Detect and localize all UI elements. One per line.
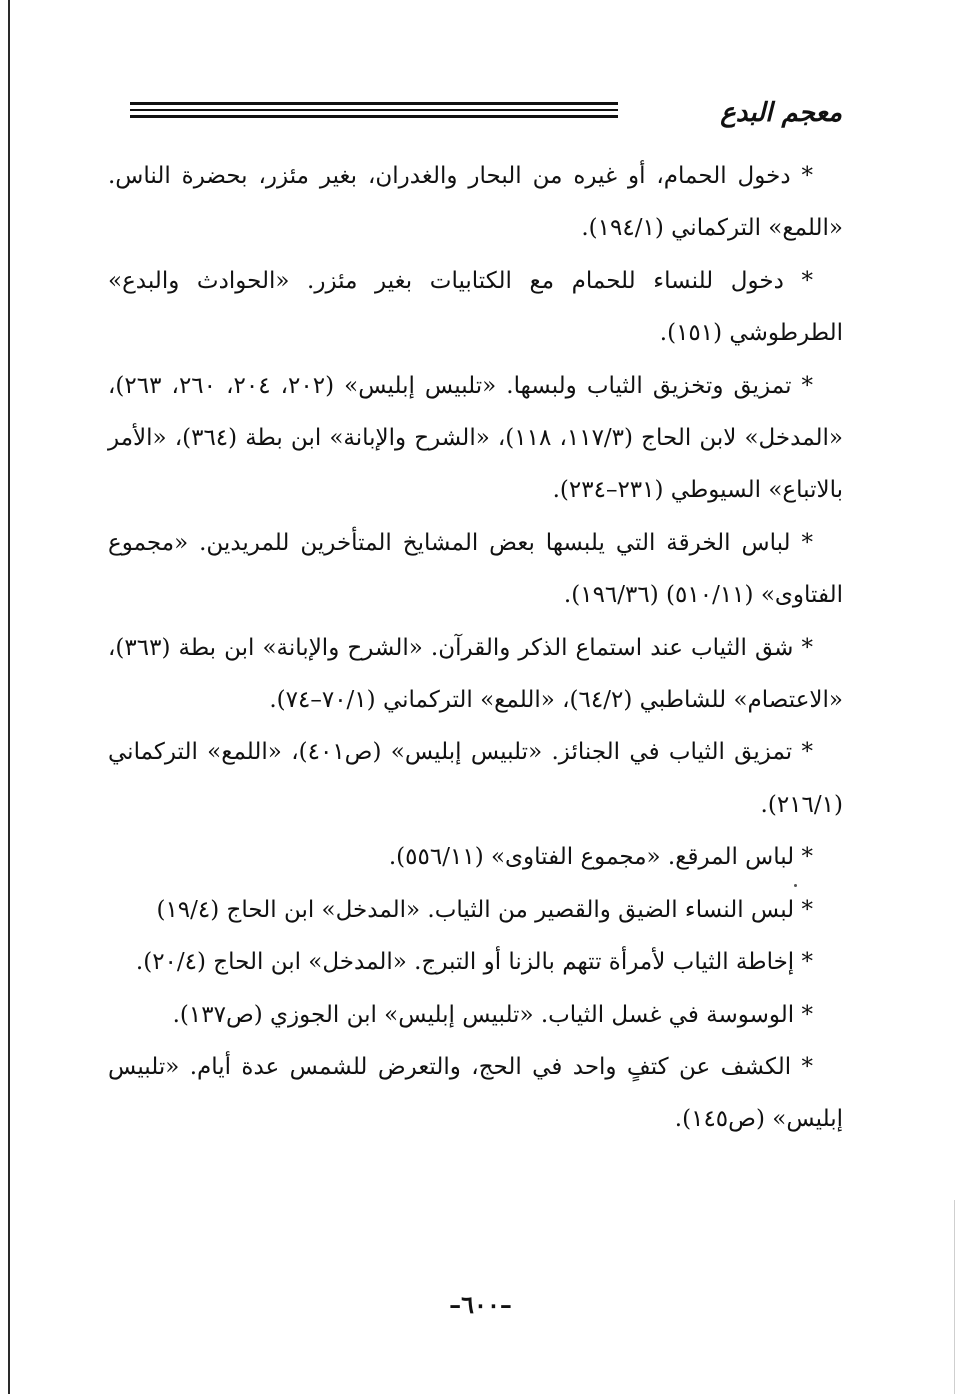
entry-8 <box>108 884 843 936</box>
entry-1 <box>108 150 843 255</box>
entry-text: * الوسوسة في غسل الثياب. «تلبيس إبليس» ابن الجوزي (ص١٣٧). <box>172 1001 813 1028</box>
entry-text: * دخول للنساء للحمام مع الكتابيات بغير مئزر. «الحوادث والبدع» الطرطوشي (١٥١). <box>108 267 843 347</box>
entries-body <box>108 150 843 1146</box>
entry-9 <box>108 936 843 988</box>
page-edge-line <box>8 0 10 1394</box>
entry-text: * تمزيق وتخزيق الثياب ولبسها. «تلبيس إبليس» (٢٠٢، ٢٠٤، ٢٦٠، ٢٦٣)، «المدخل» لابن الحاج (١١٧/٣، ١١٨)، «الشرح والإبانة» ابن بطة (٣٦٤)، «الأمر بالاتباع» السيوطي (٢٣١–٢٣٤). <box>108 372 843 504</box>
header-rule-middle <box>130 109 618 111</box>
header-rule-top <box>130 102 618 105</box>
entry-2 <box>108 255 843 360</box>
entry-text: * لباس المرقع. «مجموع الفتاوى» (٥٥٦/١١). <box>388 844 813 871</box>
ink-speck <box>794 884 797 887</box>
header-title: معجم البدع <box>720 98 842 128</box>
header-rule-bottom <box>130 115 618 118</box>
entry-text: * تمزيق الثياب في الجنائز. «تلبيس إبليس» (ص٤٠١)، «اللمع» التركماني (٢١٦/١). <box>108 739 843 818</box>
entry-4 <box>108 517 843 622</box>
entry-10 <box>108 989 843 1041</box>
page-number: –٦٠٠– <box>449 1290 512 1319</box>
entry-6 <box>108 726 843 831</box>
entry-text: * دخول الحمام، أو غيره من البحار والغدران، بغير مئزر، بحضرة الناس. «اللمع» التركماني (١٩٤/١). <box>108 163 843 242</box>
running-header <box>130 96 842 136</box>
entry-text: * شق الثياب عند استماع الذكر والقرآن. «الشرح والإبانة» ابن بطة (٣٦٣)، «الاعتصام» للشاطبي (٦٤/٢)، «اللمع» التركماني (٧٠/١–٧٤). <box>108 634 843 714</box>
entry-text: * الكشف عن كتفٍ واحد في الحج، والتعرض للشمس عدة أيام. «تلبيس إبليس» (ص١٤٥). <box>108 1053 843 1133</box>
entry-text: * إخاطة الثياب لأمرأة تتهم بالزنا أو التبرج. «المدخل» ابن الحاج (٢٠/٤). <box>135 949 813 976</box>
entry-11 <box>108 1041 843 1146</box>
entry-text: * لباس الخرقة التي يلبسها بعض المشايخ المتأخرين للمريدين. «مجموع الفتاوى» (٥١٠/١١) (١٩٦/٣٦). <box>108 529 843 609</box>
entry-5 <box>108 622 843 727</box>
entry-text: * لبس النساء الضيق والقصير من الثياب. «المدخل» ابن الحاج (١٩/٤) <box>156 896 813 923</box>
entry-3 <box>108 360 843 517</box>
entry-7 <box>108 831 843 883</box>
